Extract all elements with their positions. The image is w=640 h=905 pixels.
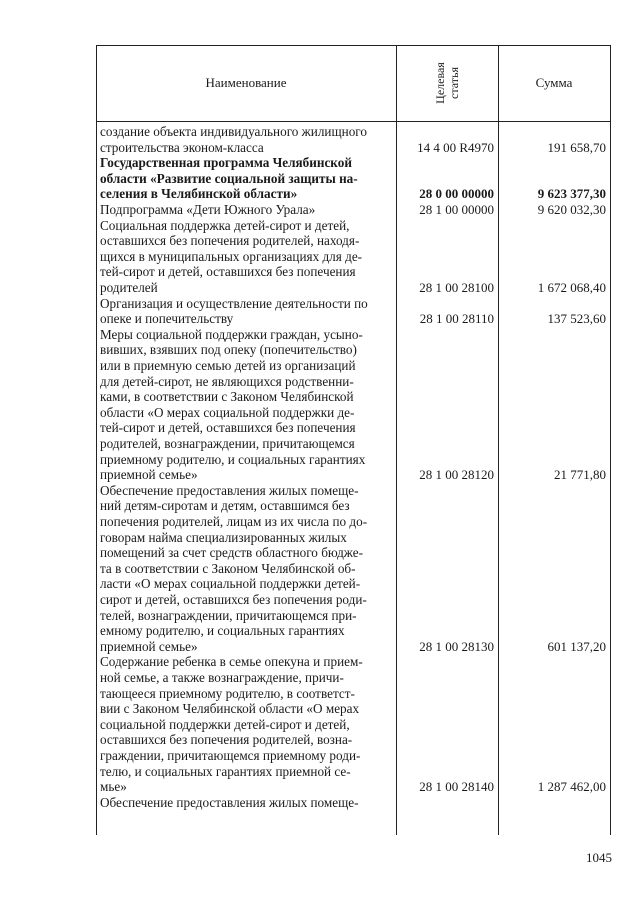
row-name-line: оставшихся без попечения родителей, возна- — [100, 732, 353, 748]
row-name-line: тей-сирот и детей, оставшихся без попечения — [100, 264, 356, 280]
row-name-line: опеке и попечительству — [100, 311, 234, 327]
row-name-line: социальной поддержки детей-сирот и детей, — [100, 716, 350, 732]
row-name-line: Обеспечение предоставления жилых помеще- — [100, 482, 359, 498]
row-sum: 1 672 068,40 — [537, 279, 606, 295]
row-name-line: области «Развитие социальной защиты на- — [100, 170, 358, 186]
table-row — [96, 795, 611, 811]
row-name-line: Социальная поддержка детей-сирот и детей, — [100, 217, 350, 233]
row-name — [100, 327, 388, 483]
header-code — [396, 45, 498, 121]
row-code: 28 1 00 28100 — [419, 279, 494, 295]
row-name-line: ками, в соответствии с Законом Челябинской — [100, 389, 354, 405]
header-bottom-border — [96, 121, 611, 122]
row-name-line: граждении, причитающемся приемному роди- — [100, 747, 361, 763]
row-name-line: телей, вознаграждении, причитающемся при- — [100, 607, 357, 623]
row-name-line: вивших, взявших под опеку (попечительство) — [100, 342, 357, 358]
row-name-line: Подпрограмма «Дети Южного Урала» — [100, 202, 316, 217]
table-row — [96, 218, 611, 296]
row-sum: 9 620 032,30 — [537, 202, 606, 217]
row-name — [100, 124, 388, 155]
row-name-line: для детей-сирот, не являющихся родственни- — [100, 373, 354, 389]
row-name — [100, 795, 388, 811]
row-name-line: вии с Законом Челябинской области «О мерах — [100, 701, 360, 717]
row-name — [100, 654, 388, 794]
row-name-line: помещений за счет средств областного бюдже- — [100, 545, 363, 561]
row-name-line: приемной семье» — [100, 467, 198, 483]
table-row — [96, 124, 611, 155]
row-name-line: емному родителю, и социальных гарантиях — [100, 623, 345, 639]
row-name-line: селения в Челябинской области» — [100, 186, 298, 202]
row-name-line: родителей — [100, 279, 158, 295]
row-code: 28 1 00 00000 — [419, 202, 494, 217]
header-name: Наименование — [205, 75, 287, 90]
row-name-line: оставшихся без попечения родителей, находя- — [100, 233, 360, 249]
row-name-line: создание объекта индивидуального жилищного — [100, 124, 367, 139]
row-name-line: Обеспечение предоставления жилых помеще- — [100, 794, 359, 810]
row-sum: 9 623 377,30 — [537, 186, 606, 202]
row-sum: 137 523,60 — [547, 311, 606, 327]
row-name — [100, 296, 388, 327]
row-name-line: ласти «О мерах социальной поддержки детей- — [100, 576, 361, 592]
table-row — [96, 483, 611, 655]
row-name-line: Меры социальной поддержки граждан, усыно- — [100, 326, 363, 342]
row-code: 28 1 00 28130 — [419, 638, 494, 654]
row-name-line: щихся в муниципальных организациях для де- — [100, 248, 363, 264]
row-name-line: тей-сирот и детей, оставшихся без попечения — [100, 420, 356, 436]
table-row — [96, 155, 611, 202]
row-name-line: или в приемную семью детей из организаций — [100, 357, 356, 373]
row-name-line: строительства эконом-класса — [100, 139, 264, 155]
row-name-line: говорам найма специализированных жилых — [100, 529, 347, 545]
row-code: 28 1 00 28140 — [419, 779, 494, 795]
budget-table — [96, 45, 611, 835]
row-sum: 191 658,70 — [547, 139, 606, 155]
row-name-line: сирот и детей, оставшихся без попечения роди- — [100, 591, 367, 607]
row-name-line: приемной семье» — [100, 638, 198, 654]
row-name-line: попечения родителей, лицам из их числа по до- — [100, 513, 368, 529]
row-code: 28 0 00 00000 — [419, 186, 494, 202]
table-row — [96, 327, 611, 483]
page-number: 1045 — [586, 850, 612, 865]
row-name-line: Содержание ребенка в семье опекуна и прием- — [100, 654, 363, 670]
header-code-line2: статья — [447, 67, 461, 99]
row-name-line: родителей, вознаграждении, причитающемся — [100, 435, 355, 451]
row-sum: 21 771,80 — [554, 467, 606, 483]
column-divider-sum — [498, 45, 499, 835]
row-name-line: та в соответствии с Законом Челябинской об- — [100, 560, 356, 576]
row-name — [100, 218, 388, 296]
table-row — [96, 202, 611, 218]
row-name-line: ной семье, а также вознаграждение, причи- — [100, 669, 344, 685]
header-sum: Сумма — [535, 75, 573, 90]
row-sum: 601 137,20 — [547, 638, 606, 654]
row-name-line: телю, и социальных гарантиях приемной се- — [100, 763, 351, 779]
row-sum: 1 287 462,00 — [537, 779, 606, 795]
table-row — [96, 654, 611, 794]
row-name-line: области «О мерах социальной поддержки де- — [100, 404, 355, 420]
row-code: 28 1 00 28120 — [419, 467, 494, 483]
row-code: 28 1 00 28110 — [419, 311, 494, 327]
row-name — [100, 202, 388, 218]
table-row — [96, 296, 611, 327]
row-name-line: Организация и осуществление деятельности по — [100, 295, 368, 311]
row-name-line: ний детям-сиротам и детям, оставшимся без — [100, 498, 350, 514]
row-name — [100, 483, 388, 655]
row-name-line: Государственная программа Челябинской — [100, 155, 352, 171]
row-name-line: приемному родителю, и социальных гарантиях — [100, 451, 366, 467]
row-name-line: тающееся приемному родителю, в соответст- — [100, 685, 355, 701]
row-name-line: мье» — [100, 779, 127, 795]
row-code: 14 4 00 R4970 — [417, 139, 494, 155]
header-code-line1: Целевая — [433, 62, 447, 104]
row-name — [100, 155, 388, 202]
